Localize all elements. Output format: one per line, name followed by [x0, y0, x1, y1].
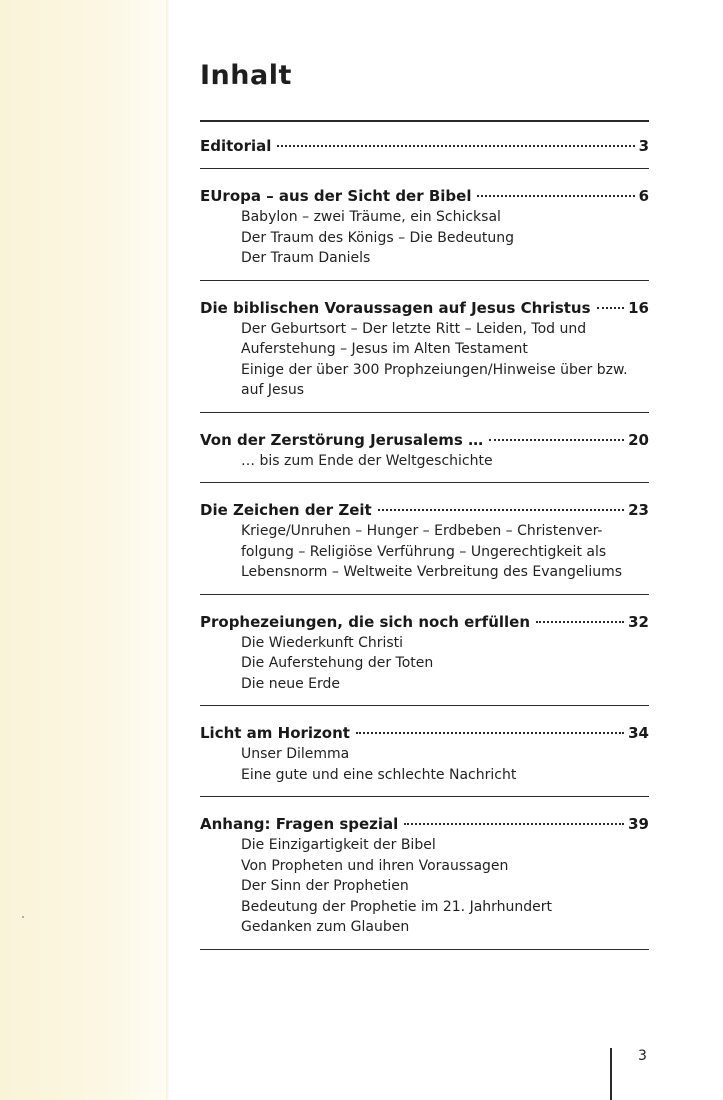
page-number: 3	[638, 1048, 647, 1064]
toc-subtopics	[200, 744, 649, 785]
toc-subtopic: Unser Dilemma	[241, 746, 350, 762]
toc-subtopics	[200, 633, 649, 695]
toc-entry-title: Von der Zerstörung Jerusalems …	[200, 430, 484, 449]
toc-subtopic: folgung – Religiöse Verführung – Ungerechtigkeit als	[241, 543, 607, 560]
toc-entry-title: Licht am Horizont	[200, 724, 350, 742]
dot-leader	[597, 306, 625, 309]
page-title: Inhalt	[200, 60, 292, 91]
toc-entry-page: 32	[628, 612, 649, 631]
toc-subtopic: Bedeutung der Prophetie im 21. Jahrhundert	[241, 898, 553, 915]
toc-subtopic: Kriege/Unruhen – Hunger – Erdbeben – Christenver-	[241, 523, 603, 539]
toc-subtopic: Der Traum des Königs – Die Bedeutung	[241, 229, 514, 246]
toc-entry-title: EUropa – aus der Sicht der Bibel	[200, 187, 472, 205]
toc-subtopics	[200, 207, 649, 269]
toc-section	[200, 297, 649, 413]
toc-section	[200, 185, 649, 281]
toc-entry-page: 39	[628, 815, 649, 833]
toc-section	[200, 611, 649, 707]
toc-entry-title: Anhang: Fragen spezial	[200, 815, 399, 833]
toc-subtopic: auf Jesus	[241, 382, 305, 398]
dot-leader	[489, 438, 624, 441]
toc-entry-page: 34	[628, 724, 649, 742]
toc-entry-page: 20	[628, 430, 649, 449]
speck	[22, 916, 24, 918]
toc-subtopics	[200, 451, 649, 472]
top-rule	[200, 120, 649, 122]
toc-entry[interactable]	[200, 499, 649, 521]
toc-section	[200, 499, 649, 595]
dot-leader	[356, 731, 624, 734]
toc-entry[interactable]	[200, 722, 649, 744]
toc-subtopic: Die Auferstehung der Toten	[241, 655, 434, 671]
toc-entry[interactable]	[200, 297, 649, 319]
toc-section	[200, 429, 649, 484]
dot-leader	[404, 822, 624, 825]
dot-leader	[378, 508, 624, 511]
toc-subtopic: Lebensnorm – Weltweite Verbreitung des Evangeliums	[241, 564, 623, 580]
strip-edge-shadow	[166, 0, 170, 1100]
toc-entry-title: Editorial	[200, 137, 272, 155]
toc-subtopics	[200, 319, 649, 401]
toc-section	[200, 135, 649, 169]
dot-leader	[277, 144, 634, 147]
toc-entry[interactable]	[200, 429, 649, 451]
toc-subtopic: … bis zum Ende der Weltgeschichte	[241, 452, 493, 469]
toc-subtopics	[200, 835, 649, 938]
dot-leader	[477, 194, 634, 197]
toc-subtopic: Der Traum Daniels	[241, 250, 371, 266]
toc-subtopic: Die neue Erde	[241, 675, 341, 692]
footer-vertical-rule	[610, 1048, 612, 1100]
toc-section	[200, 813, 649, 950]
toc-subtopic: Eine gute und eine schlechte Nachricht	[241, 766, 517, 783]
toc-subtopic: Die Wiederkunft Christi	[241, 634, 404, 651]
toc-entry[interactable]	[200, 135, 649, 157]
table-of-contents	[200, 135, 649, 966]
toc-subtopic: Einige der über 300 Prophzeiungen/Hinweise über bzw.	[241, 361, 628, 378]
toc-entry-page: 23	[628, 501, 649, 519]
toc-subtopics	[200, 521, 649, 583]
toc-entry-page: 16	[628, 298, 649, 317]
toc-subtopic: Der Sinn der Prophetien	[241, 878, 409, 894]
toc-entry-page: 6	[638, 187, 649, 205]
toc-subtopic: Babylon – zwei Träume, ein Schicksal	[241, 209, 501, 225]
toc-entry[interactable]	[200, 813, 649, 835]
toc-entry-page: 3	[638, 137, 649, 155]
toc-entry-title: Prophezeiungen, die sich noch erfüllen	[200, 612, 531, 631]
toc-subtopic: Auferstehung – Jesus im Alten Testament	[241, 341, 528, 357]
toc-section	[200, 722, 649, 797]
toc-subtopic: Gedanken zum Glauben	[241, 919, 410, 935]
toc-subtopic: Von Propheten und ihren Voraussagen	[241, 857, 509, 874]
dot-leader	[536, 620, 624, 623]
toc-subtopic: Der Geburtsort – Der letzte Ritt – Leiden, Tod und	[241, 320, 587, 337]
left-cover-strip	[0, 0, 168, 1100]
toc-entry[interactable]	[200, 611, 649, 633]
toc-entry-title: Die Zeichen der Zeit	[200, 501, 372, 519]
toc-entry[interactable]	[200, 185, 649, 207]
toc-subtopic: Die Einzigartigkeit der Bibel	[241, 837, 436, 853]
toc-entry-title: Die biblischen Voraussagen auf Jesus Christus	[200, 298, 591, 317]
